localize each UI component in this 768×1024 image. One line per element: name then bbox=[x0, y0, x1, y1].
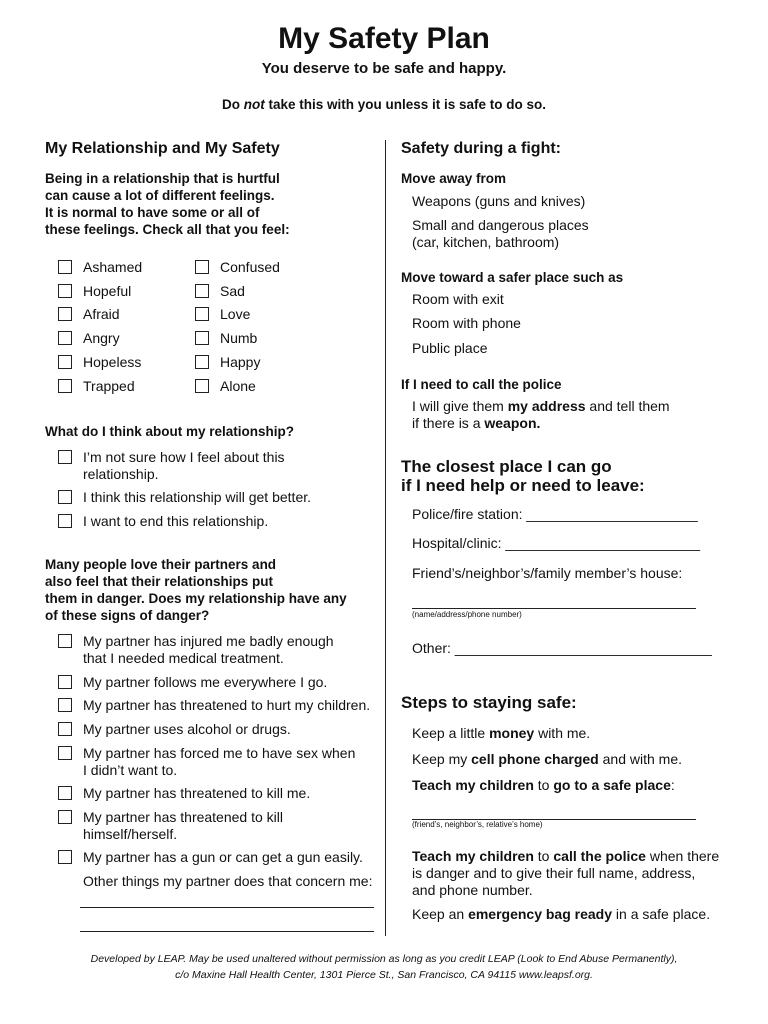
checkbox[interactable] bbox=[195, 331, 209, 345]
checkbox-label bbox=[83, 259, 142, 276]
danger-intro-line: Many people love their partners and bbox=[45, 557, 277, 572]
step-call-police-line-2: is danger and to give their full name, address, bbox=[412, 865, 696, 881]
feelings-intro-line: Being in a relationship that is hurtful bbox=[45, 171, 280, 186]
step-money-bold: money bbox=[489, 725, 535, 741]
checkbox-label-line: My partner has threatened to kill bbox=[83, 809, 283, 825]
checkbox-label-line: Confused bbox=[220, 259, 280, 275]
police-line-1 bbox=[412, 398, 670, 415]
checkbox-label-line: I think this relationship will get better. bbox=[83, 489, 312, 505]
friend-house-label: Friend’s/neighbor’s/family member’s house: bbox=[412, 565, 683, 581]
safety-warning bbox=[0, 97, 768, 112]
checkbox[interactable] bbox=[58, 379, 72, 393]
step-call-police-line-1 bbox=[412, 848, 719, 865]
checkbox-label-line: My partner has threatened to kill me. bbox=[83, 785, 311, 801]
checkbox-label-line: My partner has injured me badly enough bbox=[83, 633, 334, 649]
step-safe-place-post: : bbox=[670, 777, 675, 793]
danger-intro-line: them in danger. Does my relationship have any bbox=[45, 591, 347, 606]
checkbox-label bbox=[83, 745, 355, 779]
police-line-1-bold: my address bbox=[507, 398, 586, 414]
checkbox[interactable] bbox=[58, 722, 72, 736]
column-divider bbox=[385, 140, 386, 936]
danger-intro-line: of these signs of danger? bbox=[45, 608, 210, 623]
step-money-post: with me. bbox=[534, 725, 591, 741]
checkbox[interactable] bbox=[195, 379, 209, 393]
police-line-2-bold: weapon. bbox=[484, 415, 541, 431]
step-call-police-mid: to bbox=[533, 848, 554, 864]
checkbox-label bbox=[83, 378, 135, 395]
checkbox-label-line: Afraid bbox=[83, 306, 120, 322]
hospital-field[interactable]: Hospital/clinic: _________________________ bbox=[412, 535, 701, 551]
other-concerns-label: Other things my partner does that concern me: bbox=[83, 873, 373, 889]
step-call-police-line-3: and phone number. bbox=[412, 882, 533, 898]
step-safe-place-bold-1: Teach my children bbox=[412, 777, 534, 793]
footer-line: c/o Maxine Hall Health Center, 1301 Pierce St., San Francisco, CA 94115 www.leapsf.org. bbox=[175, 969, 593, 981]
checkbox[interactable] bbox=[195, 260, 209, 274]
footer-credit bbox=[0, 951, 768, 983]
checkbox[interactable] bbox=[58, 698, 72, 712]
step-safe-place-bold-2: go to a safe place bbox=[553, 777, 671, 793]
closest-title-line: The closest place I can go bbox=[401, 457, 612, 476]
checkbox[interactable] bbox=[58, 355, 72, 369]
checkbox[interactable] bbox=[195, 284, 209, 298]
checkbox-label-line: Hopeful bbox=[83, 283, 132, 299]
checkbox-label-line: My partner has threatened to hurt my children. bbox=[83, 697, 371, 713]
checkbox-label bbox=[220, 306, 250, 323]
step-emergency-bag-pre: Keep an bbox=[412, 906, 469, 922]
police-heading: If I need to call the police bbox=[401, 377, 562, 392]
other-concerns-line[interactable] bbox=[80, 931, 374, 932]
checkbox-label bbox=[220, 354, 260, 371]
step-call-police-bold-1: Teach my children bbox=[412, 848, 534, 864]
checkbox-label-line: I’m not sure how I feel about this bbox=[83, 449, 285, 465]
police-instructions bbox=[412, 398, 670, 432]
checkbox-label-line: himself/herself. bbox=[83, 826, 178, 842]
friend-house-line[interactable] bbox=[412, 608, 696, 609]
checkbox-label-line: Alone bbox=[220, 378, 256, 394]
danger-intro bbox=[45, 556, 347, 624]
checkbox-label bbox=[83, 849, 363, 866]
feelings-intro-line: can cause a lot of different feelings. bbox=[45, 188, 275, 203]
danger-intro-line: also feel that their relationships put bbox=[45, 574, 274, 589]
checkbox[interactable] bbox=[58, 746, 72, 760]
police-line-2 bbox=[412, 415, 670, 432]
checkbox-label bbox=[83, 785, 310, 802]
other-place-field[interactable]: Other: _________________________________ bbox=[412, 640, 712, 656]
checkbox-label bbox=[83, 489, 311, 506]
checkbox[interactable] bbox=[58, 810, 72, 824]
checkbox[interactable] bbox=[58, 634, 72, 648]
step-safe-place-mid: to bbox=[533, 777, 554, 793]
move-away-item: Weapons (guns and knives) bbox=[412, 193, 586, 209]
checkbox-label bbox=[83, 449, 285, 483]
move-away-item-line: Small and dangerous places bbox=[412, 217, 589, 233]
checkbox-label-line: Love bbox=[220, 306, 251, 322]
step-call-police-bold-2: call the police bbox=[553, 848, 646, 864]
checkbox-label-line: Angry bbox=[83, 330, 120, 346]
checkbox[interactable] bbox=[195, 355, 209, 369]
step-money-pre: Keep a little bbox=[412, 725, 490, 741]
checkbox-label bbox=[83, 697, 370, 714]
move-toward-item: Room with exit bbox=[412, 291, 504, 307]
checkbox-label bbox=[83, 513, 268, 530]
step-phone-post: and with me. bbox=[598, 751, 682, 767]
checkbox-label bbox=[83, 283, 131, 300]
checkbox-label-line: My partner has forced me to have sex when bbox=[83, 745, 356, 761]
checkbox-label bbox=[83, 721, 291, 738]
checkbox[interactable] bbox=[58, 284, 72, 298]
warning-text-post: take this with you unless it is safe to do so. bbox=[264, 97, 547, 112]
checkbox-label-line: Trapped bbox=[83, 378, 135, 394]
move-toward-heading: Move toward a safer place such as bbox=[401, 270, 624, 285]
checkbox-label bbox=[83, 809, 283, 843]
move-away-item bbox=[412, 217, 589, 251]
page-subtitle: You deserve to be safe and happy. bbox=[261, 60, 507, 77]
move-away-heading: Move away from bbox=[401, 171, 507, 186]
checkbox[interactable] bbox=[58, 675, 72, 689]
checkbox-label bbox=[220, 283, 245, 300]
checkbox-label bbox=[220, 259, 280, 276]
warning-emphasis: not bbox=[243, 97, 265, 112]
checkbox-label-line: I want to end this relationship. bbox=[83, 513, 269, 529]
police-line-1-pre: I will give them bbox=[412, 398, 508, 414]
checkbox-label bbox=[83, 354, 141, 371]
step-emergency-bag bbox=[412, 906, 710, 923]
checkbox[interactable] bbox=[58, 850, 72, 864]
step-emergency-bag-bold: emergency bag ready bbox=[468, 906, 613, 922]
think-question: What do I think about my relationship? bbox=[45, 424, 294, 439]
steps-title: Steps to staying safe: bbox=[401, 693, 577, 712]
checkbox[interactable] bbox=[58, 514, 72, 528]
checkbox-label-line: Sad bbox=[220, 283, 245, 299]
feelings-intro-line: these feelings. Check all that you feel: bbox=[45, 222, 290, 237]
step-emergency-bag-post: in a safe place. bbox=[612, 906, 711, 922]
checkbox-label-line: My partner has a gun or can get a gun easily. bbox=[83, 849, 363, 865]
checkbox[interactable] bbox=[195, 307, 209, 321]
checkbox-label bbox=[83, 674, 327, 691]
checkbox-label bbox=[83, 306, 120, 323]
step-money bbox=[412, 725, 590, 742]
checkbox[interactable] bbox=[58, 260, 72, 274]
police-station-field[interactable]: Police/fire station: ______________________ bbox=[412, 506, 698, 522]
checkbox-label-line: Numb bbox=[220, 330, 258, 346]
move-toward-item: Public place bbox=[412, 340, 488, 356]
checkbox-label-line: My partner uses alcohol or drugs. bbox=[83, 721, 291, 737]
fight-section-title: Safety during a fight: bbox=[401, 140, 561, 157]
police-line-2-pre: if there is a bbox=[412, 415, 485, 431]
checkbox[interactable] bbox=[58, 307, 72, 321]
checkbox-label bbox=[220, 378, 256, 395]
checkbox[interactable] bbox=[58, 331, 72, 345]
checkbox-label bbox=[83, 330, 120, 347]
step-phone bbox=[412, 751, 682, 768]
checkbox-label-line: Ashamed bbox=[83, 259, 143, 275]
feelings-intro bbox=[45, 170, 290, 238]
checkbox-label bbox=[83, 633, 334, 667]
step-safe-place bbox=[412, 777, 675, 794]
step-phone-bold: cell phone charged bbox=[471, 751, 599, 767]
closest-title-line: if I need help or need to leave: bbox=[401, 476, 645, 495]
move-away-item-line: (car, kitchen, bathroom) bbox=[412, 234, 560, 250]
checkbox-label-line: My partner follows me everywhere I go. bbox=[83, 674, 328, 690]
friend-house-caption: (name/address/phone number) bbox=[412, 610, 522, 619]
checkbox-label-line: Happy bbox=[220, 354, 261, 370]
checkbox-label-line: that I needed medical treatment. bbox=[83, 650, 284, 666]
checkbox-label-line: relationship. bbox=[83, 466, 159, 482]
checkbox-label-line: Hopeless bbox=[83, 354, 142, 370]
checkbox-label-line: I didn’t want to. bbox=[83, 762, 178, 778]
left-section-title: My Relationship and My Safety bbox=[45, 140, 280, 157]
feelings-intro-line: It is normal to have some or all of bbox=[45, 205, 260, 220]
closest-place-title bbox=[401, 457, 645, 495]
footer-line: Developed by LEAP. May be used unaltered without permission as long as you credit LEAP (Look to End Abuse Permanently), bbox=[90, 953, 678, 965]
police-line-1-post: and tell them bbox=[585, 398, 670, 414]
checkbox[interactable] bbox=[58, 450, 72, 464]
step-phone-pre: Keep my bbox=[412, 751, 472, 767]
checkbox-label bbox=[220, 330, 257, 347]
page-title: My Safety Plan bbox=[278, 22, 490, 55]
move-toward-item: Room with phone bbox=[412, 315, 521, 331]
step-call-police bbox=[412, 848, 719, 899]
safe-place-caption: (friend’s, neighbor’s, relative’s home) bbox=[412, 820, 543, 829]
checkbox[interactable] bbox=[58, 786, 72, 800]
warning-text-pre: Do bbox=[221, 97, 244, 112]
checkbox[interactable] bbox=[58, 490, 72, 504]
other-concerns-line[interactable] bbox=[80, 907, 374, 908]
step-call-police-post: when there bbox=[645, 848, 720, 864]
